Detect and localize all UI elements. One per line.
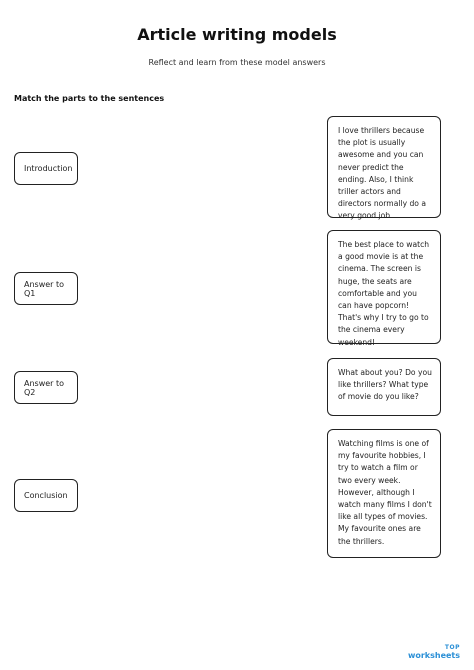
label-conclusion[interactable]: Conclusion xyxy=(14,479,78,512)
logo-main-text: worksheets xyxy=(407,651,460,660)
page-title: Article writing models xyxy=(137,25,337,44)
topworksheets-logo xyxy=(408,644,460,660)
logo-top-text: TOP xyxy=(444,644,460,651)
sentence-box-1[interactable]: I love thrillers because the plot is usually awesome and you can never predict the ending. Also, I think triller actors and directors normally do a very good job. xyxy=(327,116,441,218)
label-answer-q2[interactable]: Answer to Q2 xyxy=(14,371,78,404)
page-subtitle: Reflect and learn from these model answers xyxy=(148,58,326,67)
sentence-box-4[interactable]: Watching films is one of my favourite hobbies, I try to watch a film or two every week. However, although I watch many films I don't like all types of movies. My favourite ones are the thrillers. xyxy=(327,429,441,558)
instruction-text: Match the parts to the sentences xyxy=(14,94,165,103)
label-answer-q1[interactable]: Answer to Q1 xyxy=(14,272,78,305)
sentence-box-3[interactable]: What about you? Do you like thrillers? What type of movie do you like? xyxy=(327,358,441,416)
sentence-box-2[interactable]: The best place to watch a good movie is at the cinema. The screen is huge, the seats are comfortable and you can have popcorn! That's why I try to go to the cinema every weekend! xyxy=(327,230,441,344)
label-introduction[interactable]: Introduction xyxy=(14,152,78,185)
